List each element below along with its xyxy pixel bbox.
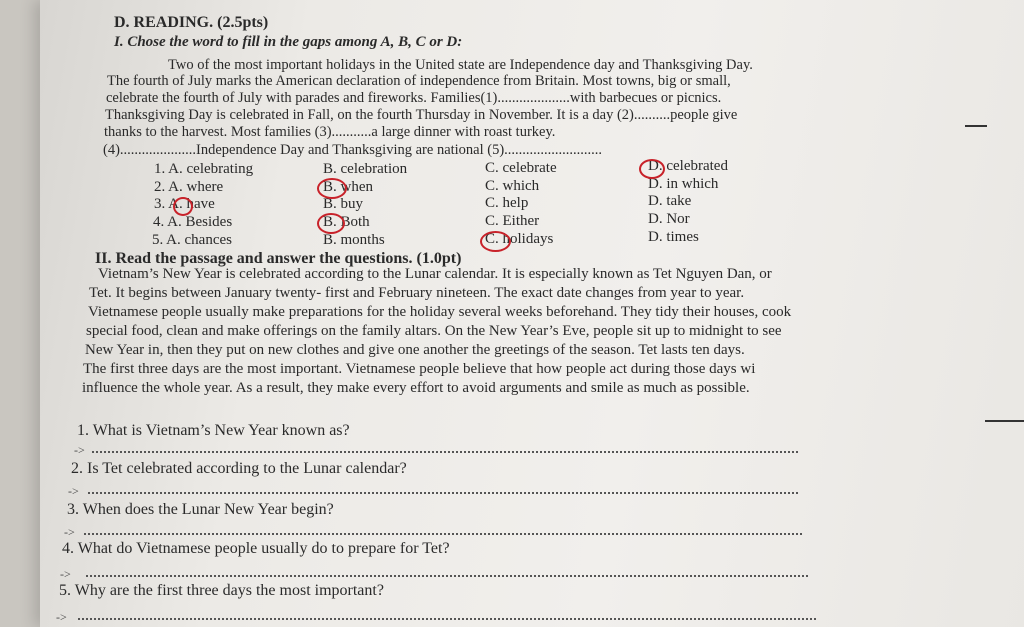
- answer-circle-2b: [317, 178, 347, 199]
- part1-heading: I. Chose the word to fill in the gaps among A, B, C or D:: [114, 34, 463, 50]
- margin-mark: [965, 125, 987, 127]
- option-5d: D. times: [648, 229, 699, 245]
- answer-circle-1d: [639, 159, 665, 179]
- option-2c: C. which: [485, 178, 540, 194]
- option-1b: B. celebration: [323, 161, 408, 177]
- part2-passage-line: New Year in, then they put on new clothes and give one another the greetings of the season. Tet lasts ten days.: [85, 342, 745, 358]
- part2-passage-line: Vietnam’s New Year is celebrated according to the Lunar calendar. It is especially known as Tet Nguyen Dan, or: [98, 266, 772, 282]
- option-4d: D. Nor: [648, 211, 690, 227]
- answer-line-2[interactable]: [88, 492, 798, 494]
- option-3d: D. take: [648, 193, 692, 209]
- question-3: 3. When does the Lunar New Year begin?: [67, 501, 334, 518]
- part1-passage-line: Two of the most important holidays in the United state are Independence day and Thanksgiving Day.: [168, 57, 753, 73]
- option-5b: B. months: [323, 232, 385, 248]
- option-4a: 4. A. Besides: [153, 214, 233, 230]
- answer-arrow: ->: [56, 610, 67, 624]
- part2-passage-line: influence the whole year. As a result, they make every effort to avoid arguments and smile as much as possible.: [82, 380, 750, 396]
- part1-passage-line: celebrate the fourth of July with parades and fireworks. Families(1)....................with barbecues or picnics.: [106, 90, 722, 106]
- part2-passage-line: The first three days are the most important. Vietnamese people believe that how people act during those days wi: [83, 361, 756, 377]
- option-2b: B. when: [323, 179, 373, 195]
- part1-passage-line: thanks to the harvest. Most families (3)...........a large dinner with roast turkey.: [104, 124, 556, 140]
- question-5: 5. Why are the first three days the most important?: [59, 582, 384, 599]
- margin-mark: [985, 420, 1024, 422]
- section-title: D. READING. (2.5pts): [114, 14, 269, 31]
- part1-passage-line: The fourth of July marks the American declaration of independence from Britain. Most towns, big or small,: [107, 73, 731, 89]
- part2-heading: II. Read the passage and answer the questions. (1.0pt): [95, 250, 462, 267]
- worksheet-page: [40, 0, 1024, 627]
- question-4: 4. What do Vietnamese people usually do to prepare for Tet?: [62, 540, 450, 557]
- question-1: 1. What is Vietnam’s New Year known as?: [77, 422, 350, 439]
- answer-arrow: ->: [68, 484, 79, 498]
- part2-passage-line: Vietnamese people usually make preparations for the holiday several weeks beforehand. They tidy their houses, cook: [88, 304, 792, 320]
- option-2d: D. in which: [648, 176, 719, 192]
- part2-passage-line: special food, clean and make offerings on the family altars. On the New Year’s Eve, people sit up to midnight to see: [86, 323, 782, 339]
- option-2a: 2. A. where: [154, 179, 224, 195]
- answer-arrow: ->: [64, 525, 75, 539]
- answer-line-3[interactable]: [84, 533, 802, 535]
- option-3a: 3. A. have: [154, 196, 215, 212]
- option-1a: 1. A. celebrating: [154, 161, 254, 177]
- option-4b: B. Both: [323, 214, 370, 230]
- answer-arrow: ->: [60, 567, 71, 581]
- option-5a: 5. A. chances: [152, 232, 232, 248]
- option-1c: C. celebrate: [485, 160, 557, 176]
- option-5c: C. holidays: [485, 231, 554, 247]
- question-2: 2. Is Tet celebrated according to the Lunar calendar?: [71, 460, 407, 477]
- answer-line-4[interactable]: [86, 575, 808, 577]
- option-4c: C. Either: [485, 213, 540, 229]
- answer-circle-5c: [480, 231, 511, 252]
- option-3b: B. buy: [323, 196, 364, 212]
- part1-passage-line: Thanksgiving Day is celebrated in Fall, on the fourth Thursday in November. It is a day (2)..........people give: [105, 107, 738, 123]
- option-3c: C. help: [485, 195, 529, 211]
- answer-line-5[interactable]: [78, 618, 816, 620]
- answer-arrow: ->: [74, 443, 85, 457]
- option-1d: D. celebrated: [648, 158, 728, 174]
- answer-circle-4b: [317, 213, 345, 234]
- part1-passage-line: (4).....................Independence Day and Thanksgiving are national (5)...........................: [103, 142, 603, 158]
- answer-line-1[interactable]: [92, 451, 798, 453]
- answer-circle-3a: [173, 197, 193, 216]
- part2-passage-line: Tet. It begins between January twenty- first and February nineteen. The exact date changes from year to year.: [89, 285, 745, 301]
